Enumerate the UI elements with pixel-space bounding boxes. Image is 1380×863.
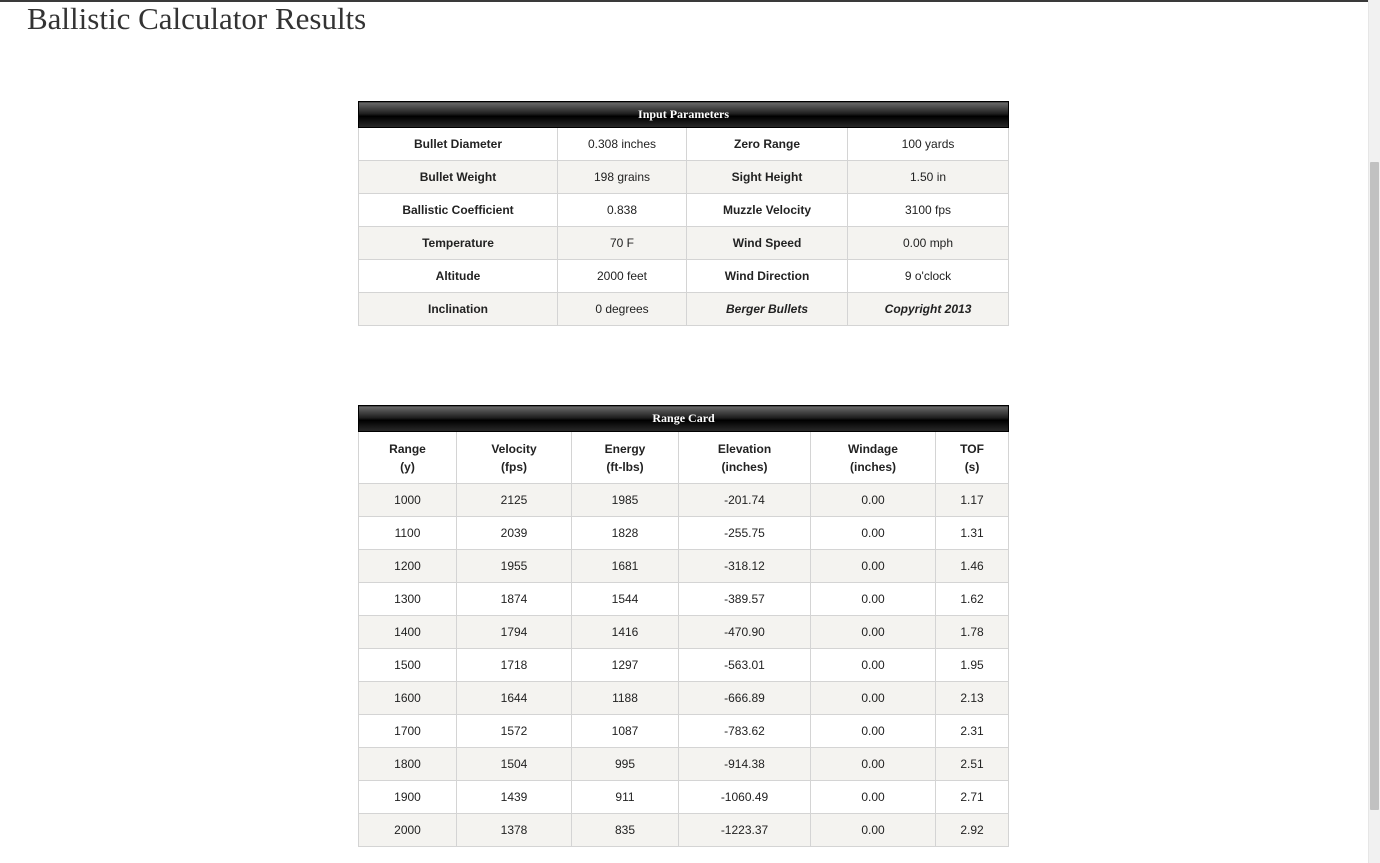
param-label: Muzzle Velocity <box>687 194 848 227</box>
cell-range: 2000 <box>359 814 457 847</box>
cell-windage: 0.00 <box>811 583 936 616</box>
cell-velocity: 1874 <box>457 583 572 616</box>
cell-range: 1600 <box>359 682 457 715</box>
table-row <box>359 260 1009 293</box>
param-value: 3100 fps <box>848 194 1009 227</box>
cell-energy: 835 <box>572 814 679 847</box>
column-header-velocity: Velocity (fps) <box>457 432 572 484</box>
cell-tof: 1.46 <box>936 550 1009 583</box>
cell-elevation: -666.89 <box>679 682 811 715</box>
param-value: 0.838 <box>558 194 687 227</box>
param-value: 100 yards <box>848 128 1009 161</box>
cell-tof: 1.31 <box>936 517 1009 550</box>
cell-windage: 0.00 <box>811 748 936 781</box>
cell-energy: 995 <box>572 748 679 781</box>
param-label: Inclination <box>359 293 558 326</box>
cell-tof: 1.62 <box>936 583 1009 616</box>
param-label: Temperature <box>359 227 558 260</box>
column-header-windage: Windage (inches) <box>811 432 936 484</box>
cell-energy: 1828 <box>572 517 679 550</box>
param-value: 2000 feet <box>558 260 687 293</box>
param-value: 198 grains <box>558 161 687 194</box>
table-row <box>359 748 1009 781</box>
cell-range: 1000 <box>359 484 457 517</box>
cell-elevation: -914.38 <box>679 748 811 781</box>
cell-energy: 1087 <box>572 715 679 748</box>
cell-tof: 1.17 <box>936 484 1009 517</box>
cell-windage: 0.00 <box>811 649 936 682</box>
table-row <box>359 550 1009 583</box>
cell-windage: 0.00 <box>811 550 936 583</box>
credit-copyright: Copyright 2013 <box>848 293 1009 326</box>
cell-velocity: 1794 <box>457 616 572 649</box>
cell-velocity: 1439 <box>457 781 572 814</box>
cell-windage: 0.00 <box>811 517 936 550</box>
param-value: 1.50 in <box>848 161 1009 194</box>
cell-windage: 0.00 <box>811 484 936 517</box>
credit-brand: Berger Bullets <box>687 293 848 326</box>
cell-windage: 0.00 <box>811 814 936 847</box>
cell-windage: 0.00 <box>811 616 936 649</box>
param-label: Wind Speed <box>687 227 848 260</box>
scrollbar-thumb[interactable] <box>1370 162 1379 810</box>
table-row <box>359 293 1009 326</box>
input-parameters-table <box>358 101 1009 326</box>
cell-velocity: 1718 <box>457 649 572 682</box>
param-value: 0.308 inches <box>558 128 687 161</box>
range-card-table <box>358 405 1009 847</box>
cell-elevation: -389.57 <box>679 583 811 616</box>
cell-tof: 2.31 <box>936 715 1009 748</box>
cell-windage: 0.00 <box>811 682 936 715</box>
param-label: Zero Range <box>687 128 848 161</box>
param-value: 0 degrees <box>558 293 687 326</box>
cell-tof: 1.78 <box>936 616 1009 649</box>
cell-energy: 911 <box>572 781 679 814</box>
table-row <box>359 781 1009 814</box>
cell-energy: 1416 <box>572 616 679 649</box>
page-title: Ballistic Calculator Results <box>27 1 367 36</box>
cell-range: 1400 <box>359 616 457 649</box>
cell-elevation: -201.74 <box>679 484 811 517</box>
table-row <box>359 128 1009 161</box>
cell-windage: 0.00 <box>811 715 936 748</box>
param-value: 9 o'clock <box>848 260 1009 293</box>
cell-tof: 2.71 <box>936 781 1009 814</box>
cell-energy: 1188 <box>572 682 679 715</box>
cell-energy: 1985 <box>572 484 679 517</box>
cell-elevation: -1060.49 <box>679 781 811 814</box>
column-header-range: Range (y) <box>359 432 457 484</box>
param-label: Bullet Diameter <box>359 128 558 161</box>
cell-elevation: -470.90 <box>679 616 811 649</box>
table-row <box>359 161 1009 194</box>
table-row <box>359 616 1009 649</box>
param-label: Sight Height <box>687 161 848 194</box>
param-label: Wind Direction <box>687 260 848 293</box>
cell-velocity: 2039 <box>457 517 572 550</box>
cell-tof: 2.13 <box>936 682 1009 715</box>
column-header-tof: TOF (s) <box>936 432 1009 484</box>
cell-velocity: 2125 <box>457 484 572 517</box>
column-header-energy: Energy (ft-lbs) <box>572 432 679 484</box>
cell-elevation: -318.12 <box>679 550 811 583</box>
cell-energy: 1544 <box>572 583 679 616</box>
cell-range: 1300 <box>359 583 457 616</box>
table-row <box>359 682 1009 715</box>
cell-range: 1700 <box>359 715 457 748</box>
cell-velocity: 1955 <box>457 550 572 583</box>
cell-energy: 1681 <box>572 550 679 583</box>
cell-tof: 1.95 <box>936 649 1009 682</box>
column-header-elevation: Elevation (inches) <box>679 432 811 484</box>
table-row <box>359 715 1009 748</box>
cell-velocity: 1504 <box>457 748 572 781</box>
cell-range: 1500 <box>359 649 457 682</box>
table-row <box>359 583 1009 616</box>
cell-windage: 0.00 <box>811 781 936 814</box>
cell-tof: 2.92 <box>936 814 1009 847</box>
table-row <box>359 194 1009 227</box>
cell-elevation: -255.75 <box>679 517 811 550</box>
cell-velocity: 1644 <box>457 682 572 715</box>
param-value: 0.00 mph <box>848 227 1009 260</box>
cell-range: 1800 <box>359 748 457 781</box>
cell-elevation: -783.62 <box>679 715 811 748</box>
param-label: Ballistic Coefficient <box>359 194 558 227</box>
cell-velocity: 1378 <box>457 814 572 847</box>
param-label: Bullet Weight <box>359 161 558 194</box>
input-parameters-heading: Input Parameters <box>359 102 1009 128</box>
param-value: 70 F <box>558 227 687 260</box>
table-row <box>359 649 1009 682</box>
cell-tof: 2.51 <box>936 748 1009 781</box>
table-row <box>359 517 1009 550</box>
cell-elevation: -1223.37 <box>679 814 811 847</box>
table-row <box>359 484 1009 517</box>
cell-range: 1100 <box>359 517 457 550</box>
range-card-heading: Range Card <box>359 406 1009 432</box>
cell-velocity: 1572 <box>457 715 572 748</box>
cell-range: 1900 <box>359 781 457 814</box>
param-label: Altitude <box>359 260 558 293</box>
cell-elevation: -563.01 <box>679 649 811 682</box>
cell-energy: 1297 <box>572 649 679 682</box>
table-row <box>359 227 1009 260</box>
cell-range: 1200 <box>359 550 457 583</box>
table-row <box>359 814 1009 847</box>
